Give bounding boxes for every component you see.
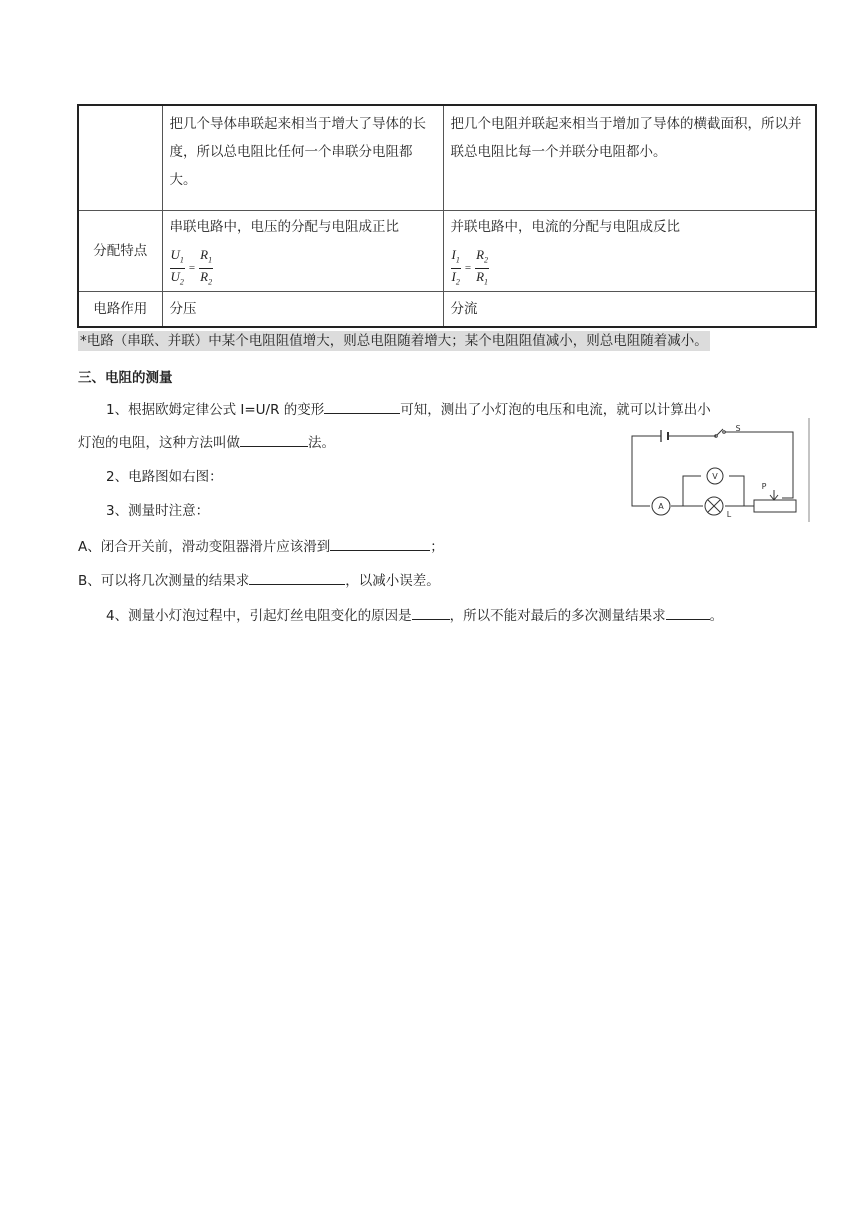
parallel-cell xyxy=(443,211,816,292)
answer-blank[interactable] xyxy=(412,605,450,620)
battery-icon xyxy=(661,430,668,442)
series-distribution-text: 串联电路中，电压的分配与电阻成正比 xyxy=(169,219,399,235)
parallel-cell: 分流 xyxy=(443,292,816,328)
question-4: 4、测量小灯泡过程中，引起灯丝电阻变化的原因是 ，所以不能对最后的多次测量结果求 。 xyxy=(106,605,723,626)
question-3: 3、测量时注意： xyxy=(106,503,210,519)
answer-blank[interactable] xyxy=(666,605,710,620)
item-b: B、可以将几次测量的结果求 ，以减小误差。 xyxy=(78,570,440,591)
circuit-diagram xyxy=(628,418,810,522)
series-cell xyxy=(162,211,443,292)
parallel-distribution-text: 并联电路中，电流的分配与电阻成反比 xyxy=(450,219,680,235)
highlighted-note: *电路（串联、并联）中某个电阻阻值增大，则总电阻随着增大；某个电阻阻值减小，则总电阻随着减小。 xyxy=(80,333,708,349)
switch-icon xyxy=(715,429,726,437)
series-cell: 分压 xyxy=(162,292,443,328)
slider-label: P xyxy=(761,482,767,491)
item-a: A、闭合开关前，滑动变阻器滑片应该滑到 ； xyxy=(78,536,444,557)
lamp-icon xyxy=(705,497,723,515)
question-1-line-1: 1、根据欧姆定律公式 I=U/R 的变形 可知，测出了小灯泡的电压和电流，就可以计算出小 xyxy=(106,399,711,420)
voltmeter-label: V xyxy=(712,472,718,481)
answer-blank[interactable] xyxy=(240,432,308,447)
row-label: 分配特点 xyxy=(78,211,162,292)
lamp-label: L xyxy=(726,510,732,519)
switch-label: S xyxy=(735,424,741,433)
table-row xyxy=(78,211,816,292)
series-cell: 把几个导体串联起来相当于增大了导体的长度，所以总电阻比任何一个串联分电阻都大。 xyxy=(162,105,443,211)
comparison-table xyxy=(77,104,817,328)
table-row xyxy=(78,105,816,211)
answer-blank[interactable] xyxy=(249,570,345,585)
parallel-formula: $\frac{I_1}{I_2}$ = $\frac{R_2}{R_1}$ xyxy=(451,247,489,287)
row-label xyxy=(78,105,162,211)
answer-blank[interactable] xyxy=(324,399,400,414)
question-1-line-2: 灯泡的电阻，这种方法叫做 法。 xyxy=(78,432,335,453)
table-row xyxy=(78,292,816,328)
row-label: 电路作用 xyxy=(78,292,162,328)
question-2: 2、电路图如右图： xyxy=(106,469,223,485)
answer-blank[interactable] xyxy=(330,536,430,551)
series-formula: $\frac{U_1}{U_2}$ = $\frac{R_1}{R_2}$ xyxy=(170,247,213,287)
ammeter-label: A xyxy=(658,502,664,511)
section-title: 三、电阻的测量 xyxy=(78,370,173,386)
parallel-cell: 把几个电阻并联起来相当于增加了导体的横截面积，所以并联总电阻比每一个并联分电阻都小。 xyxy=(443,105,816,211)
